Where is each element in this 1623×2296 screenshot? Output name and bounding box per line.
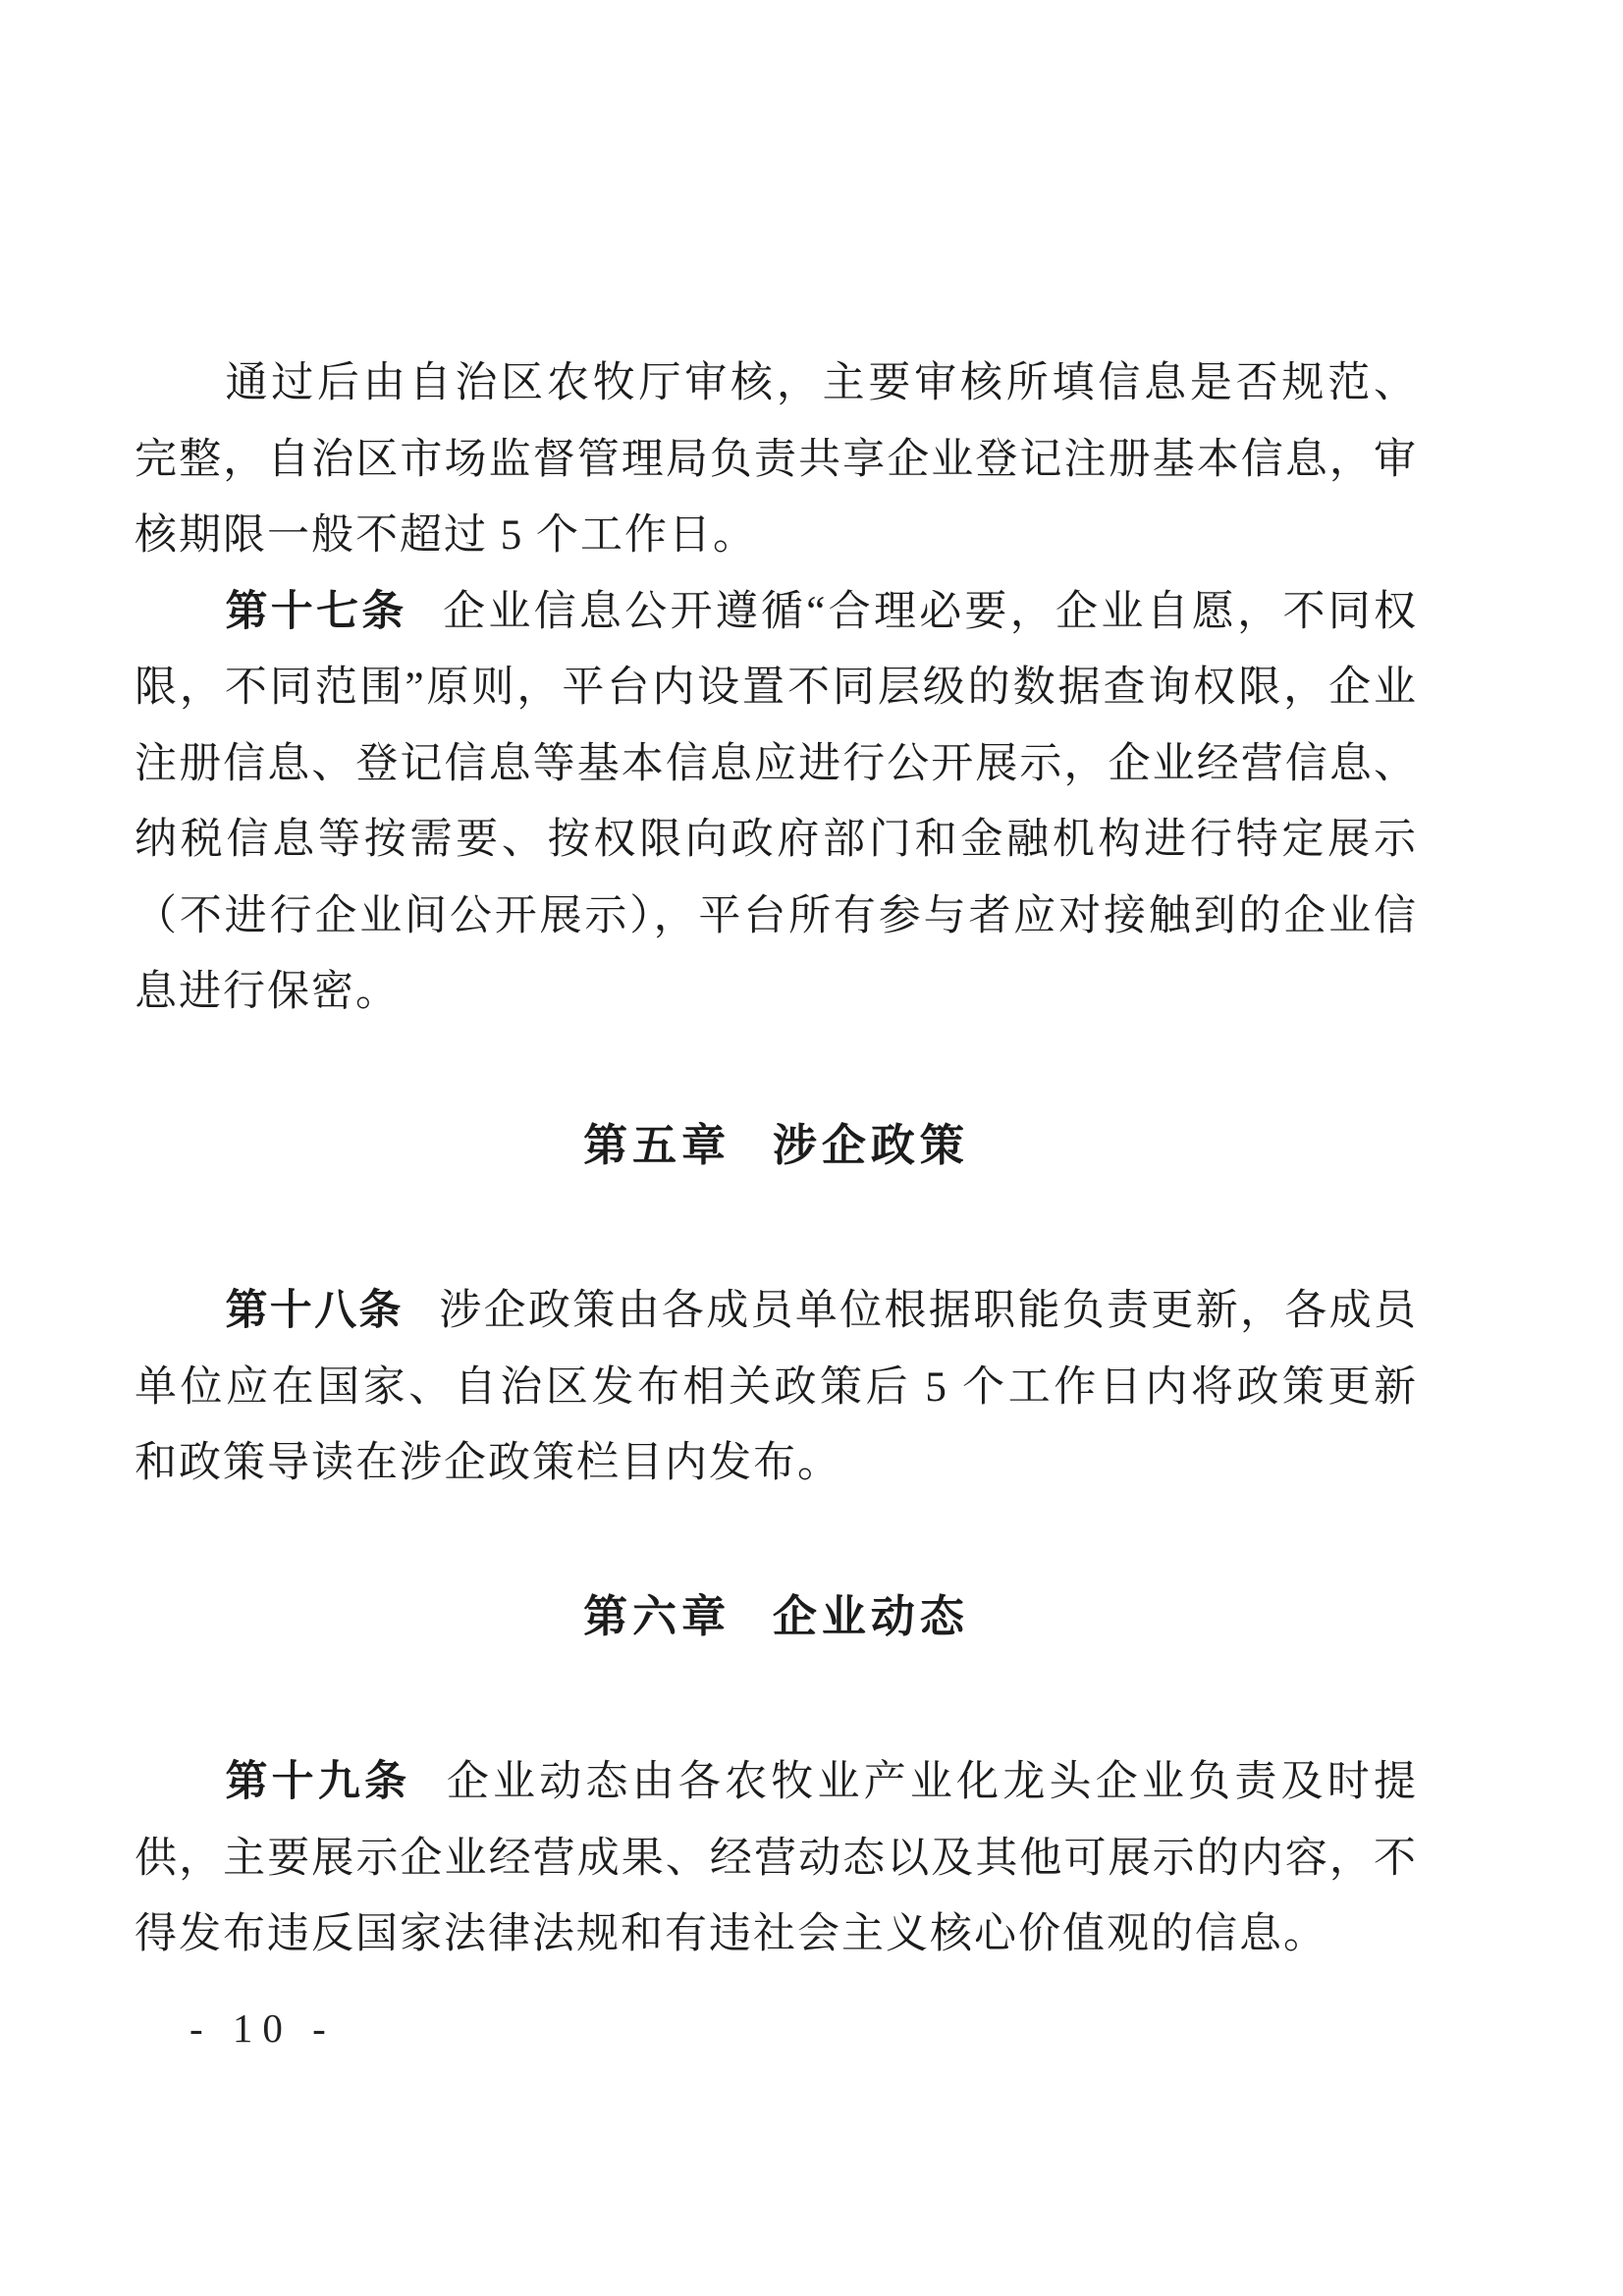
chapter-6-title: 企业动态 xyxy=(772,1590,969,1641)
chapter-5-number: 第五章 xyxy=(583,1119,731,1170)
paragraph-article-19 xyxy=(135,1744,1418,1973)
chapter-5-heading xyxy=(135,1107,1418,1184)
document-content xyxy=(135,0,1418,1973)
paragraph-article-18 xyxy=(135,1273,1418,1502)
article-19-number: 第十九条 xyxy=(225,1759,411,1805)
chapter-6-number: 第六章 xyxy=(583,1590,731,1641)
article-18-number: 第十八条 xyxy=(225,1288,404,1334)
chapter-5-title: 涉企政策 xyxy=(772,1119,969,1170)
page-number: - 10 - xyxy=(189,2005,336,2051)
chapter-6-heading xyxy=(135,1578,1418,1655)
article-19-text: 企业动态由各农牧业产业化龙头企业负责及时提供，主要展示企业经营成果、经营动态以及其他可展示的内容，不得发布违反国家法律法规和有违社会主义核心价值观的信息。 xyxy=(135,1759,1419,1957)
article-17-text: 企业信息公开遵循“合理必要，企业自愿，不同权限，不同范围”原则，平台内设置不同层级的数据查询权限，企业注册信息、登记信息等基本信息应进行公开展示，企业经营信息、纳税信息等按需要、按权限向政府部门和金融机构进行特定展示（不进行企业间公开展示），平台所有参与者应对接触到的企业信息进行保密。 xyxy=(135,588,1418,1015)
paragraph-audit-continuation: 通过后由自治区农牧厅审核，主要审核所填信息是否规范、完整，自治区市场监督管理局负责共享企业登记注册基本信息，审核期限一般不超过 5 个工作日。 xyxy=(135,360,1418,559)
article-17-number: 第十七条 xyxy=(225,588,407,635)
article-18-text: 涉企政策由各成员单位根据职能负责更新，各成员单位应在国家、自治区发布相关政策后 5 个工作日内将政策更新和政策导读在涉企政策栏目内发布。 xyxy=(135,1288,1419,1486)
paragraph-article-17 xyxy=(135,574,1418,1031)
